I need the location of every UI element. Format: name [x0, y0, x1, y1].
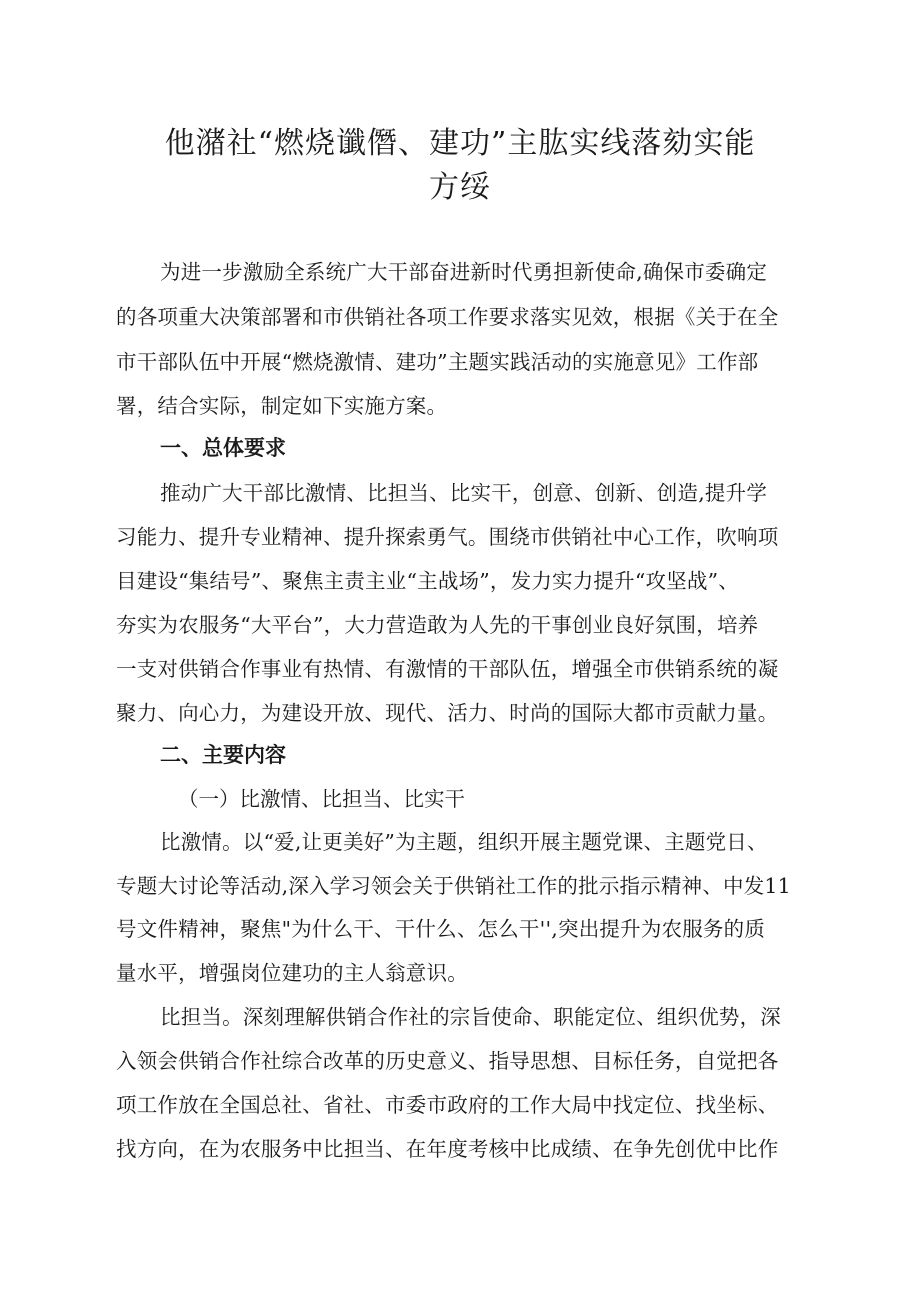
jiqing-line-3: 号文件精神，聚焦"为什么干、干什么、怎么干'',突出提升为农服务的质: [116, 917, 766, 941]
document-title-line-1: 他潴社“燃烧谶僭、建功”主肱实线落劾实能: [164, 126, 756, 161]
intro-line-4: 署，结合实际，制定如下实施方案。: [116, 394, 448, 418]
intro-line-1: 为进一步激励全系统广大干部奋进新时代勇担新使命,确保市委确定: [160, 260, 768, 284]
jiqing-line-4: 量水平，增强岗位建功的主人翁意识。: [116, 961, 468, 985]
section-1-line-3: 目建设“集结号”、聚焦主责主业“主战场”，发力实力提升“攻坚战”、: [116, 569, 739, 593]
section-1-line-2: 习能力、提升专业精神、提升探索勇气。围绕市供销社中心工作，吹响项: [116, 525, 779, 549]
jiqing-line-2: 专题大讨论等活动,深入学习领会关于供销社工作的批示指示精神、中发11: [116, 874, 791, 898]
section-1-line-4: 夯实为农服务“大平台”，大力营造敢为人先的干事创业良好氛围，培养: [116, 613, 759, 637]
intro-line-3: 市干部队伍中开展“燃烧激情、建功”主题实践活动的实施意见》工作部: [116, 350, 759, 374]
section-2-subheading-1: （一）比激情、比担当、比实干: [178, 787, 465, 811]
section-1-line-5: 一支对供销合作事业有热情、有激情的干部队伍，增强全市供销系统的凝: [116, 657, 779, 681]
section-2-heading: 二、主要内容: [160, 743, 286, 767]
document-title-line-2: 方绥: [429, 170, 491, 205]
section-1-line-1: 推动广大干部比激情、比担当、比实干，创意、创新、创造,提升学: [160, 481, 768, 505]
dandang-line-1: 比担当。深刻理解供销合作社的宗旨使命、职能定位、组织优势，深: [160, 1005, 781, 1029]
intro-line-2: 的各项重大决策部署和市供销社各项工作要求落实见效，根据《关于在全: [116, 305, 779, 329]
section-1-heading: 一、总体要求: [160, 436, 286, 460]
dandang-line-2: 入领会供销合作社综合改革的历史意义、指导思想、目标任务，自觉把各: [116, 1049, 779, 1073]
dandang-line-3: 项工作放在全国总社、省社、市委市政府的工作大局中找定位、找坐标、: [116, 1093, 779, 1117]
jiqing-line-1: 比激情。以“爱,让更美好”为主题，组织开展主题党课、主题党日、: [160, 830, 768, 854]
dandang-line-4: 找方向，在为农服务中比担当、在年度考核中比成绩、在争先创优中比作: [116, 1137, 779, 1161]
section-1-line-6: 聚力、向心力，为建设开放、现代、活力、时尚的国际大都市贡献力量。: [116, 701, 779, 725]
